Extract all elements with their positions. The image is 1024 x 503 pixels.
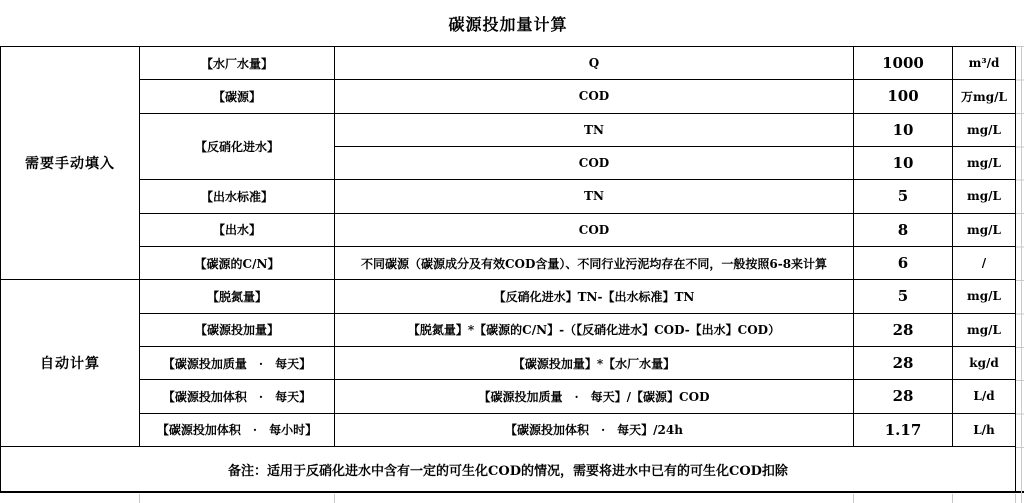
value-cell[interactable]: 100: [854, 80, 952, 112]
value-cell[interactable]: 6: [854, 247, 952, 279]
param-cell: COD: [335, 147, 853, 179]
formula-cell: 【碳源投加体积 · 每天】/24h: [335, 414, 853, 446]
formula-cell: 【碳源投加质量 · 每天】/【碳源】COD: [335, 380, 853, 412]
title-row: [0, 0, 1016, 46]
computed-value-cell: 28: [854, 380, 952, 412]
computed-value-cell: 28: [854, 347, 952, 379]
param-cell: TN: [335, 114, 853, 146]
row-label: 【碳源投加体积 · 每小时】: [140, 414, 334, 446]
gridline-stubs-right: [1016, 46, 1024, 448]
row-label: 【出水】: [140, 214, 334, 246]
row-label: 【碳源投加体积 · 每天】: [140, 380, 334, 412]
section-manual-input: 需要手动填入: [1, 47, 139, 279]
gridline-vertical-edge: [1021, 46, 1022, 503]
param-cell: Q: [335, 47, 853, 79]
section-auto-calc: 自动计算: [1, 280, 139, 446]
gridline-stub-bottom: [139, 494, 140, 503]
note-text: 备注：适用于反硝化进水中含有一定的可生化COD的情况，需要将进水中已有的可生化COD扣除: [228, 463, 788, 479]
gridline-stub-bottom: [1015, 494, 1016, 503]
value-cell[interactable]: 10: [854, 147, 952, 179]
row-label: 【碳源】: [140, 80, 334, 112]
row-label: 【反硝化进水】: [140, 114, 334, 180]
computed-value-cell: 28: [854, 314, 952, 346]
value-cell[interactable]: 1000: [854, 47, 952, 79]
row-label: 【碳源的C/N】: [140, 247, 334, 279]
unit-cell: mg/L: [953, 114, 1015, 146]
row-label: 【碳源投加质量 · 每天】: [140, 347, 334, 379]
unit-cell: /: [953, 247, 1015, 279]
unit-cell: m³/d: [953, 47, 1015, 79]
param-cell: COD: [335, 214, 853, 246]
gridline-stub-bottom: [853, 494, 854, 503]
computed-value-cell: 1.17: [854, 414, 952, 446]
unit-cell: 万mg/L: [953, 80, 1015, 112]
formula-cell: 【反硝化进水】TN-【出水标准】TN: [335, 280, 853, 312]
computed-value-cell: 5: [854, 280, 952, 312]
formula-cell: 【碳源投加量】*【水厂水量】: [335, 347, 853, 379]
unit-cell: mg/L: [953, 180, 1015, 212]
unit-cell: mg/L: [953, 314, 1015, 346]
param-cell: TN: [335, 180, 853, 212]
param-note-cell: 不同碳源（碳源成分及有效COD含量）、不同行业污泥均存在不同，一般按照6-8来计算: [335, 247, 853, 279]
unit-cell: kg/d: [953, 347, 1015, 379]
table-bottom-border: [0, 491, 1024, 493]
param-cell: COD: [335, 80, 853, 112]
gridline-stub-bottom: [952, 494, 953, 503]
unit-cell: mg/L: [953, 147, 1015, 179]
row-label: 【出水标准】: [140, 180, 334, 212]
value-cell[interactable]: 8: [854, 214, 952, 246]
row-label: 【水厂水量】: [140, 47, 334, 79]
formula-cell: 【脱氮量】*【碳源的C/N】-（【反硝化进水】COD-【出水】COD）: [335, 314, 853, 346]
calc-table: [0, 46, 1016, 447]
unit-cell: mg/L: [953, 280, 1015, 312]
value-cell[interactable]: 5: [854, 180, 952, 212]
unit-cell: mg/L: [953, 214, 1015, 246]
gridline-stub-bottom: [334, 494, 335, 503]
sheet-title: 碳源投加量计算: [448, 14, 568, 34]
footer-note-row: [0, 447, 1016, 491]
value-cell[interactable]: 10: [854, 114, 952, 146]
unit-cell: L/d: [953, 380, 1015, 412]
unit-cell: L/h: [953, 414, 1015, 446]
row-label: 【脱氮量】: [140, 280, 334, 312]
row-label: 【碳源投加量】: [140, 314, 334, 346]
